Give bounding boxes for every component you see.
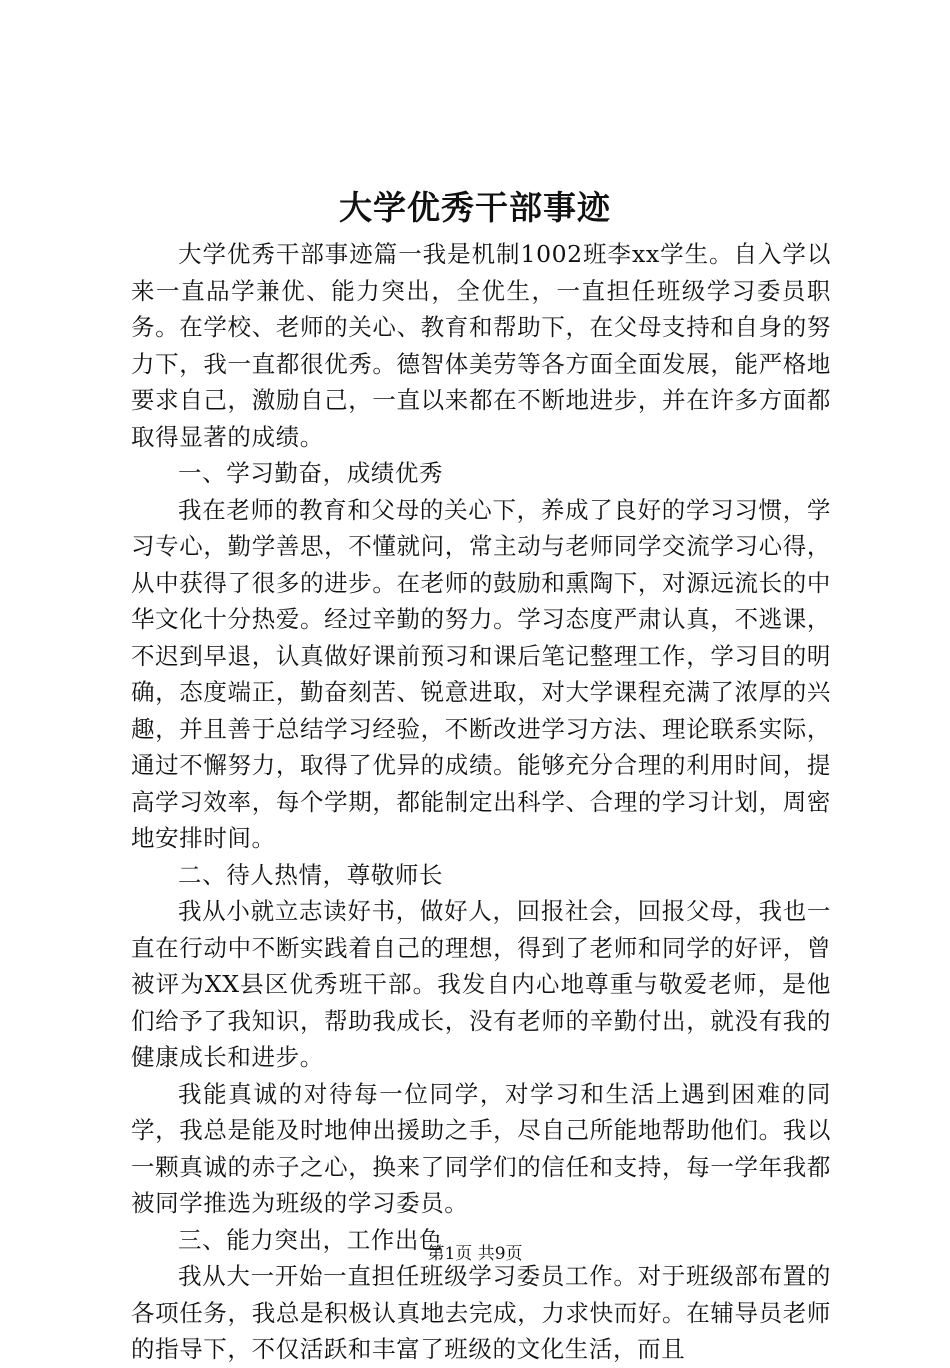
document-title: 大学优秀干部事迹 — [339, 188, 611, 227]
paragraph-intro: 大学优秀干部事迹篇一我是机制1002班李xx学生。自入学以来一直品学兼优、能力突出，全优生，一直担任班级学习委员职务。在学校、老师的关心、教育和帮助下，在父母支持和自身的努力下，我一直都很优秀。德智体美劳等各方面全面发展，能严格地要求自己，激励自己，一直以来都在不断地进步，并在许多方面都取得显著的成绩。 — [131, 240, 831, 451]
section-heading-respect: 二、待人热情，尊敬师长 — [178, 860, 444, 889]
paragraph-ability: 我从大一开始一直担任班级学习委员工作。对于班级部布置的各项任务，我总是积极认真地去完成，力求快而好。在辅导员老师的指导下，不仅活跃和丰富了班级的文化生活，而且 — [131, 1262, 831, 1363]
page-number-footer: 第1页 共9页 — [427, 1244, 523, 1264]
paragraph-respect-teachers: 我从小就立志读好书，做好人，回报社会，回报父母，我也一直在行动中不断实践着自己的理想，得到了老师和同学的好评，曾被评为XX县区优秀班干部。我发自内心地尊重与敬爱老师，是他们给予了我知识，帮助我成长，没有老师的辛勤付出，就没有我的健康成长和进步。 — [131, 897, 831, 1071]
paragraph-study: 我在老师的教育和父母的关心下，养成了良好的学习习惯，学习专心，勤学善思，不懂就问，常主动与老师同学交流学习心得，从中获得了很多的进步。在老师的鼓励和熏陶下，对源远流长的中华文化十分热爱。经过辛勤的努力。学习态度严肃认真，不逃课，不迟到早退，认真做好课前预习和课后笔记整理工作，学习目的明确，态度端正，勤奋刻苦、锐意进取，对大学课程充满了浓厚的兴趣，并且善于总结学习经验，不断改进学习方法、理论联系实际，通过不懈努力，取得了优异的成绩。能够充分合理的利用时间，提高学习效率，每个学期，都能制定出科学、合理的学习计划，周密地安排时间。 — [131, 495, 831, 852]
document-body — [131, 236, 831, 1368]
section-heading-study: 一、学习勤奋，成绩优秀 — [178, 459, 444, 487]
paragraph-help-classmates: 我能真诚的对待每一位同学，对学习和生活上遇到困难的同学，我总是能及时地伸出援助之手，尽自己所能地帮助他们。我以一颗真诚的赤子之心，换来了同学们的信任和支持，每一学年我都被同学推选为班级的学习委员。 — [131, 1079, 831, 1217]
section-heading-ability: 三、能力突出，工作出色 — [178, 1225, 444, 1254]
